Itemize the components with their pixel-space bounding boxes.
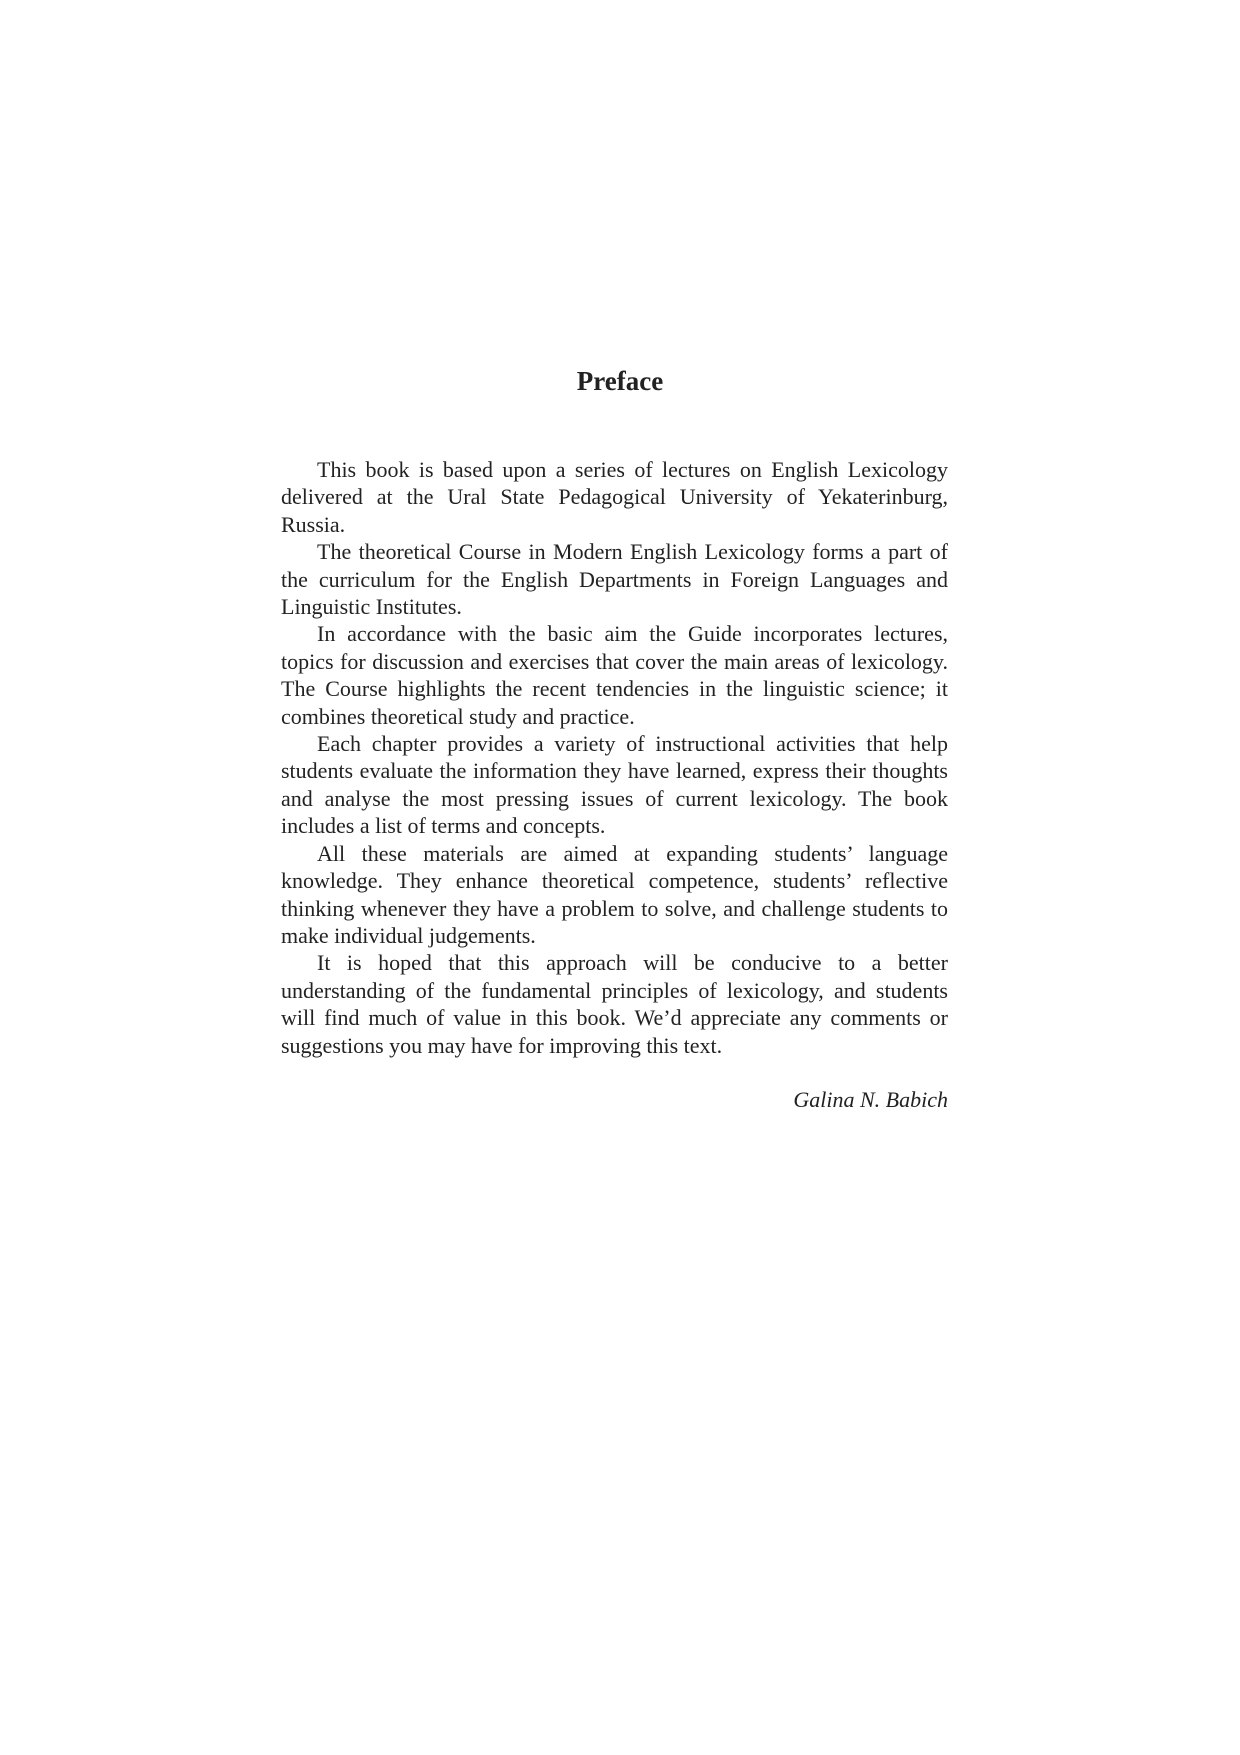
preface-paragraph: The theoretical Course in Modern English Lexicology forms a part of the curriculum for the English Departments in Foreign Languages and Linguistic Institutes. — [281, 539, 948, 620]
preface-paragraph: It is hoped that this approach will be conducive to a better understanding of the fundamental principles of lexicology, and students will find much of value in this book. We’d appreciate any comments or suggestions you may have for improving this text. — [281, 950, 948, 1058]
preface-body — [281, 456, 948, 1059]
preface-paragraph: All these materials are aimed at expanding students’ language knowledge. They enhance theoretical competence, students’ reflective thinking whenever they have a problem to solve, and challenge students to make individual judgements. — [281, 840, 948, 948]
preface-paragraph: Each chapter provides a variety of instructional activities that help students evaluate the information they have learned, express their thoughts and analyse the most pressing issues of current lexicology. The book includes a list of terms and concepts. — [281, 731, 948, 839]
page-title: Preface — [576, 366, 664, 396]
preface-paragraph: In accordance with the basic aim the Guide incorporates lectures, topics for discussion and exercises that cover the main areas of lexicology. The Course highlights the recent tendencies in the linguistic science; it combines theoretical study and practice. — [281, 621, 948, 729]
author-signature: Galina N. Babich — [793, 1087, 948, 1112]
preface-paragraph: This book is based upon a series of lectures on English Lexicology delivered at the Ural State Pedagogical University of Yekaterinburg, Russia. — [281, 457, 948, 537]
